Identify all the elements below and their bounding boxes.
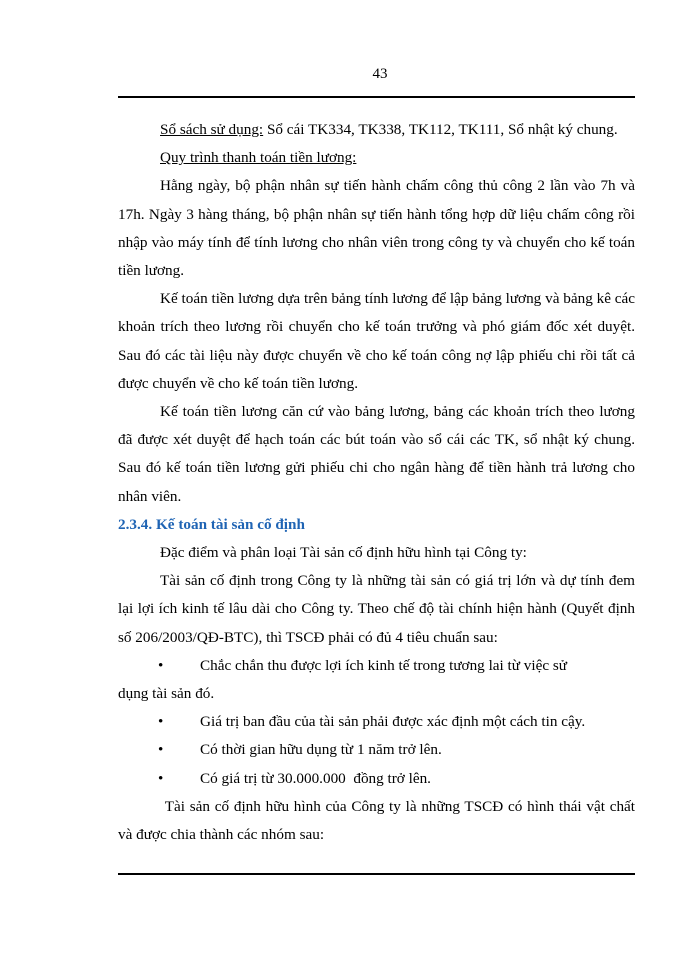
paragraph-payroll-accounting: Kế toán tiền lương căn cứ vào bảng lương, bảng các khoản trích theo lương đã được xét duyệt để hạch toán các bút toán vào sổ cái các TK, sổ nhật ký chung. Sau đó kế toán tiền lương gửi phiếu chi cho ngân hàng để tiền hành trả lương cho nhân viên. — [118, 403, 635, 505]
document-body — [118, 116, 639, 849]
bullet-icon: • — [158, 656, 164, 674]
bullet-text: Có giá trị từ 30.000.000 đồng trở lên. — [200, 769, 431, 787]
bullet-item — [118, 736, 635, 764]
bullet-text: Giá trị ban đầu của tài sản phải được xác định một cách tin cậy. — [200, 713, 586, 731]
bullet-text-continued: dụng tài sản đó. — [118, 685, 215, 703]
bullet-item — [118, 708, 635, 736]
bullet-icon: • — [158, 713, 164, 731]
ledgers-label: Sổ sách sử dụng: — [160, 121, 264, 138]
paragraph-fixed-asset-intro: Đặc điểm và phân loại Tài sản cố định hữu hình tại Công ty: — [160, 544, 527, 562]
paragraph-fixed-asset-criteria: Tài sản cố định trong Công ty là những tài sản có giá trị lớn và dự tính đem lại lợi ích kinh tế lâu dài cho Công ty. Theo chế độ tài chính hiện hành (Quyết định số 206/2003/QĐ-BTC), thì TSCĐ phải có đủ 4 tiêu chuẩn sau: — [118, 572, 635, 646]
bullet-text: Có thời gian hữu dụng từ 1 năm trở lên. — [200, 741, 442, 759]
ledgers-text: Sổ cái TK334, TK338, TK112, TK111, Sổ nhật ký chung. — [263, 121, 618, 138]
section-heading: 2.3.4. Kế toán tài sản cố định — [118, 515, 305, 533]
footer-rule — [118, 873, 635, 875]
paragraph-payroll-approval: Kế toán tiền lương dựa trên bảng tính lương để lập bảng lương và bảng kê các khoản trích theo lương rồi chuyển cho kế toán trưởng và phó giám đốc xét duyệt. Sau đó các tài liệu này được chuyển về cho kế toán công nợ lập phiếu chi rồi tất cả được chuyển về cho kế toán tiền lương. — [118, 290, 635, 392]
bullet-item — [118, 765, 635, 793]
bullet-icon: • — [158, 769, 164, 787]
paragraph-ledgers — [118, 116, 635, 144]
bullet-item — [118, 652, 635, 708]
payroll-process-heading: Quy trình thanh toán tiền lương: — [160, 149, 357, 167]
page-number: 43 — [372, 66, 388, 82]
bullet-icon: • — [158, 741, 164, 759]
header-rule — [118, 96, 635, 98]
paragraph-tangible-assets: Tài sản cố định hữu hình của Công ty là những TSCĐ có hình thái vật chất và được chia thành các nhóm sau: — [118, 797, 639, 844]
paragraph-timekeeping: Hằng ngày, bộ phận nhân sự tiến hành chấm công thủ công 2 lần vào 7h và 17h. Ngày 3 hàng tháng, bộ phận nhân sự tiến hành tổng hợp dữ liệu chấm công rồi nhập vào máy tính để tính lương cho nhân viên trong công ty và chuyển cho kế toán tiền lương. — [118, 177, 635, 280]
bullet-text: Chắc chắn thu được lợi ích kinh tế trong tương lai từ việc sử — [200, 656, 568, 674]
